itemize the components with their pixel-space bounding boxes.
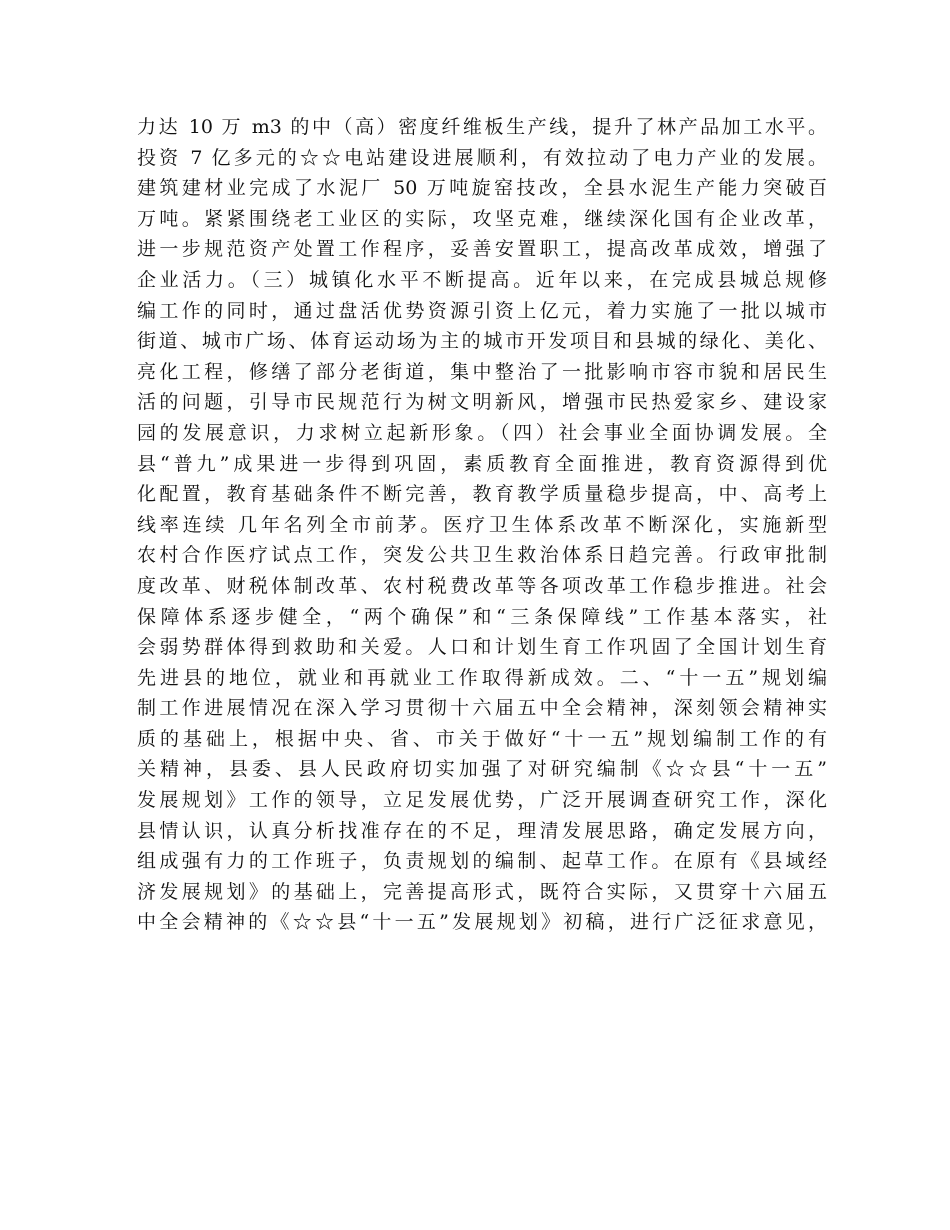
text-line: 关精神，县委、县人民政府切实加强了对研究编制《☆☆县“十一五” [137,758,827,781]
text-line: 街道、城市广场、体育运动场为主的城市开发项目和县城的绿化、美化、 [137,330,827,353]
text-line: 力达 10 万 m3 的中（高）密度纤维板生产线，提升了林产品加工水平。 [137,116,827,138]
text-line: 编工作的同时，通过盘活优势资源引资上亿元，着力实施了一批以城市 [137,299,827,322]
text-line: 度改革、财税体制改革、农村税费改革等各项改革工作稳步推进。社会 [137,574,827,597]
text-line: 投资 7 亿多元的☆☆电站建设进展顺利，有效拉动了电力产业的发展。 [137,146,827,169]
text-line: 化配置，教育基础条件不断完善，教育教学质量稳步提高，中、高考上 [137,483,827,506]
text-line: 会弱势群体得到救助和关爱。人口和计划生育工作巩固了全国计划生育 [137,636,827,659]
text-line: 万吨。紧紧围绕老工业区的实际，攻坚克难，继续深化国有企业改革， [137,207,827,230]
text-line: 县情认识，认真分析找准存在的不足，理清发展思路，确定发展方向， [137,819,827,842]
text-line: 发展规划》工作的领导，立足发展优势，广泛开展调查研究工作，深化 [137,789,827,812]
text-line: 先进县的地位，就业和再就业工作取得新成效。二、“十一五”规划编 [137,666,827,689]
text-line: 济发展规划》的基础上，完善提高形式，既符合实际，又贯穿十六届五 [137,880,827,903]
text-line: 制工作进展情况在深入学习贯彻十六届五中全会精神，深刻领会精神实 [137,697,827,720]
text-line: 质的基础上，根据中央、省、市关于做好“十一五”规划编制工作的有 [137,727,827,750]
text-line: 园的发展意识，力求树立起新形象。（四）社会事业全面协调发展。全 [137,421,827,444]
text-line: 组成强有力的工作班子，负责规划的编制、起草工作。在原有《县域经 [137,850,827,873]
text-line: 县“普九”成果进一步得到巩固，素质教育全面推进，教育资源得到优 [137,452,827,475]
text-line: 活的问题，引导市民规范行为树文明新风，增强市民热爱家乡、建设家 [137,391,827,414]
text-line: 进一步规范资产处置工作程序，妥善安置职工，提高改革成效，增强了 [137,238,827,261]
text-line: 企业活力。（三）城镇化水平不断提高。近年以来，在完成县城总规修 [137,268,827,291]
text-line: 农村合作医疗试点工作，突发公共卫生救治体系日趋完善。行政审批制 [137,544,827,567]
body-text [137,112,827,938]
text-line: 建筑建材业完成了水泥厂 50 万吨旋窑技改，全县水泥生产能力突破百 [137,177,827,200]
text-line: 中全会精神的《☆☆县“十一五”发展规划》初稿，进行广泛征求意见， [137,911,827,934]
text-line: 线率连续 几年名列全市前茅。医疗卫生体系改革不断深化，实施新型 [137,513,827,536]
text-line: 保障体系逐步健全，“两个确保”和“三条保障线”工作基本落实，社 [137,605,827,628]
text-line: 亮化工程，修缮了部分老街道，集中整治了一批影响市容市貌和居民生 [137,360,827,383]
